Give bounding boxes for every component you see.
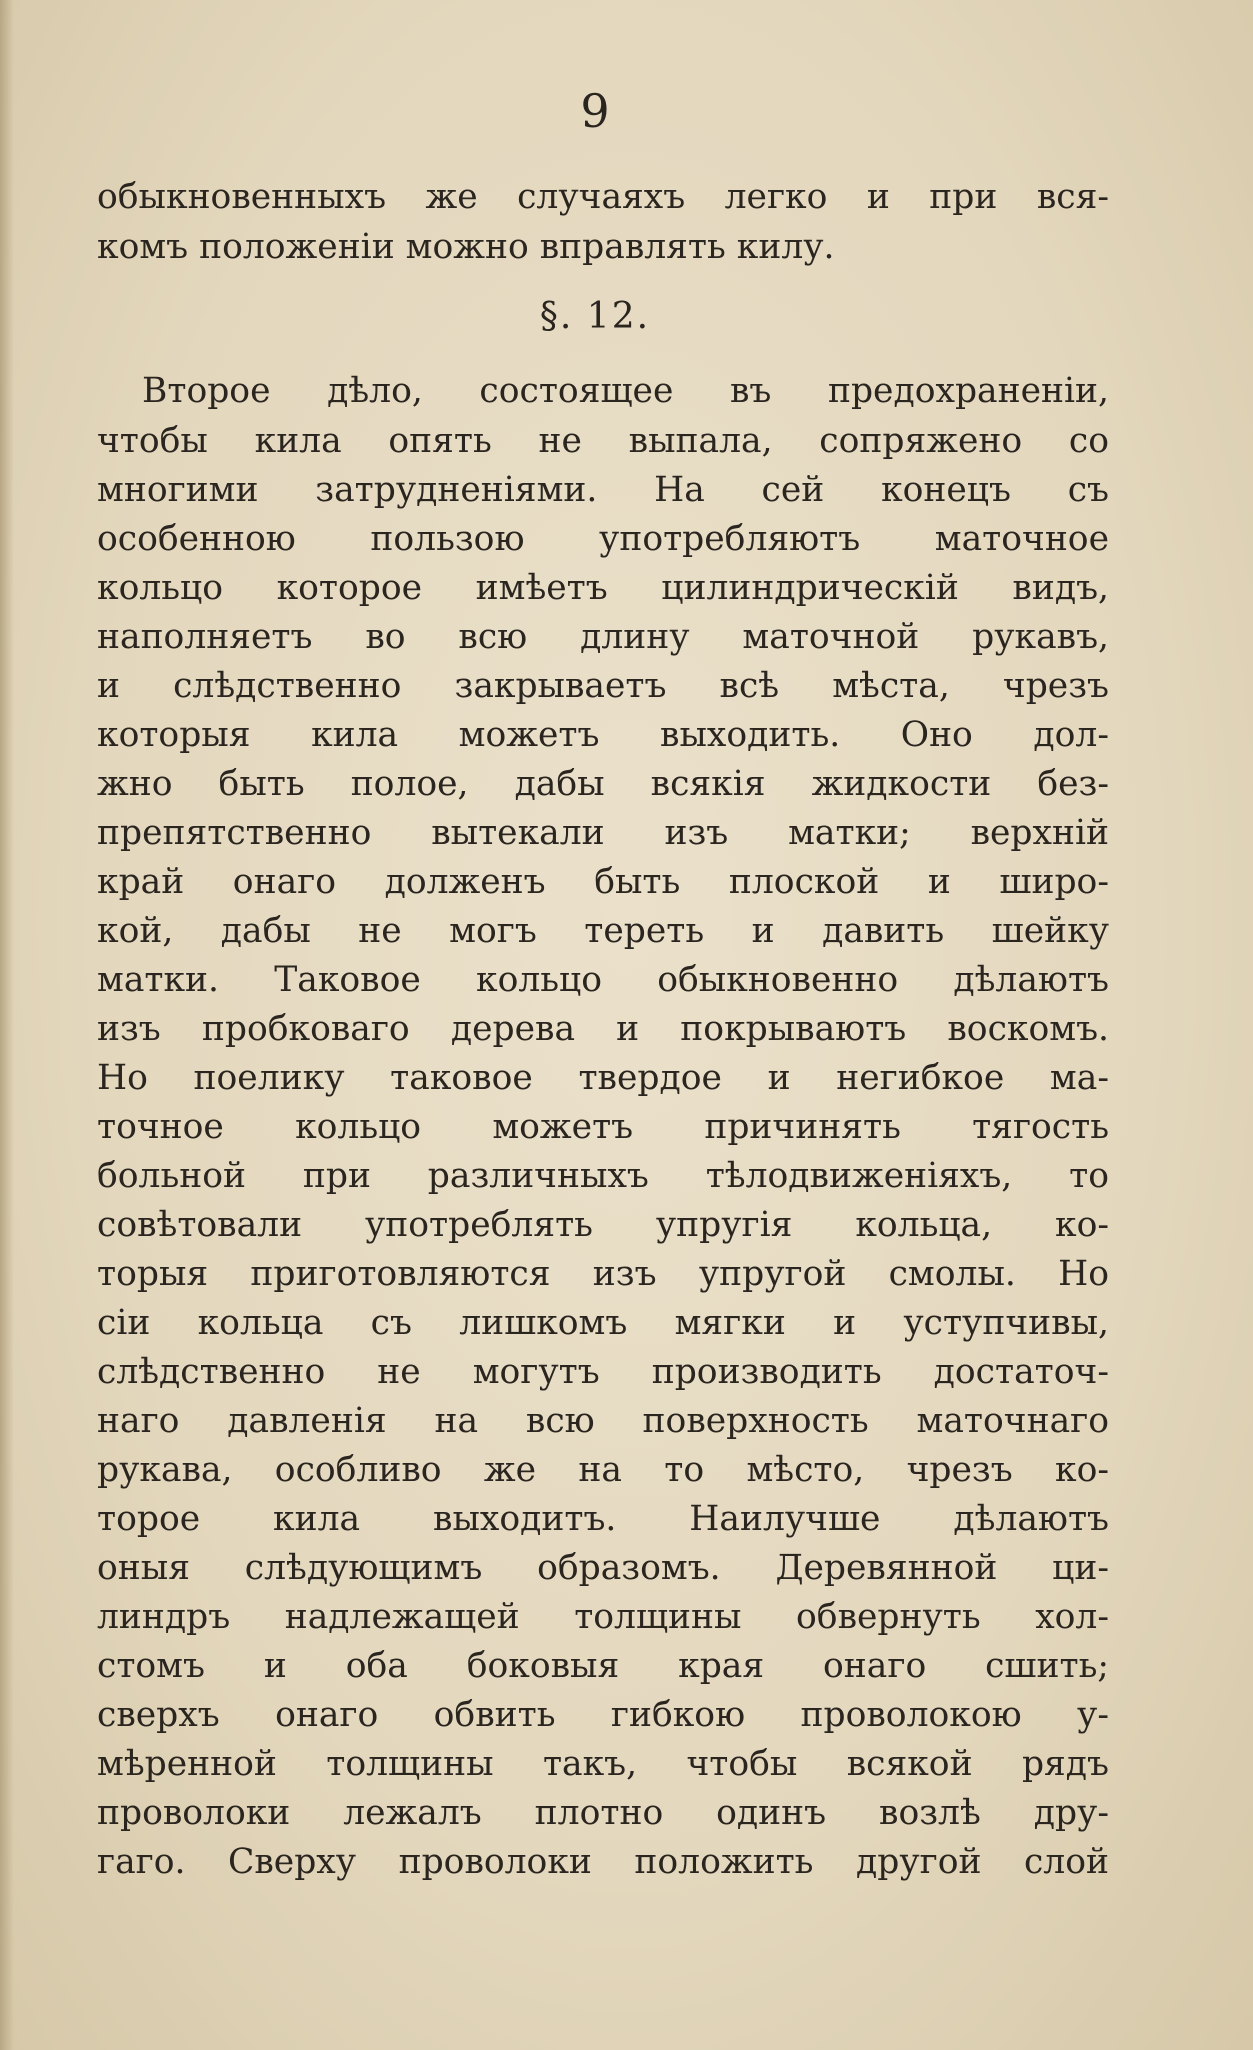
text-line: жно быть полое, дабы всякiя жидкости без- (97, 764, 1109, 804)
text-line: кой, дабы не могъ тереть и давить шейку (97, 911, 1109, 951)
text-line: торое кила выходитъ. Наилучше дѣлаютъ (97, 1499, 1109, 1539)
text-line: сверхъ онаго обвить гибкою проволокою у- (97, 1695, 1109, 1735)
text-line: край онаго долженъ быть плоской и широ- (97, 862, 1109, 902)
text-line: рукава, особливо же на то мѣсто, чрезъ ко- (97, 1450, 1109, 1490)
section-heading: §. 12. (539, 296, 651, 337)
text-line: комъ положенiи можно вправлять килу. (97, 227, 835, 267)
text-line: сiи кольца съ лишкомъ мягки и уступчивы, (97, 1303, 1109, 1343)
text-line: наполняетъ во всю длину маточной рукавъ, (97, 617, 1109, 657)
text-line: Второе дѣло, состоящее въ предохраненiи, (142, 371, 1109, 411)
text-line: мѣренной толщины такъ, чтобы всякой рядъ (97, 1744, 1109, 1784)
page-number: 9 (580, 84, 610, 138)
text-line: оныя слѣдующимъ образомъ. Деревянной ци- (97, 1548, 1109, 1588)
text-line: изъ пробковаго дерева и покрываютъ воскомъ. (97, 1009, 1109, 1049)
text-line: линдръ надлежащей толщины обвернуть хол- (97, 1597, 1109, 1637)
text-line: особенною пользою употребляютъ маточное (97, 519, 1109, 559)
text-line: которыя кила можетъ выходить. Оно дол- (97, 715, 1109, 755)
text-line: гаго. Сверху проволоки положить другой слой (97, 1842, 1109, 1882)
text-line: многими затрудненiями. На сей конецъ съ (97, 470, 1109, 510)
text-line: больной при различныхъ тѣлодвиженiяхъ, то (97, 1156, 1109, 1196)
text-line: стомъ и оба боковыя края онаго сшить; (97, 1646, 1109, 1686)
text-line: Но поелику таковое твердое и негибкое ма- (97, 1058, 1109, 1098)
text-line: проволоки лежалъ плотно одинъ возлѣ дру- (97, 1793, 1109, 1833)
text-line: наго давленiя на всю поверхность маточнаго (97, 1401, 1109, 1441)
text-line: обыкновенныхъ же случаяхъ легко и при вся- (97, 177, 1109, 217)
text-line: точное кольцо можетъ причинять тягость (97, 1107, 1109, 1147)
text-line: и слѣдственно закрываетъ всѣ мѣста, чрезъ (97, 666, 1109, 706)
text-line: кольцо которое имѣетъ цилиндрическiй видъ, (97, 568, 1109, 608)
text-line: чтобы кила опять не выпала, сопряжено со (97, 421, 1109, 461)
text-line: торыя приготовляются изъ упругой смолы. Но (97, 1254, 1109, 1294)
text-line: матки. Таковое кольцо обыкновенно дѣлаютъ (97, 960, 1109, 1000)
text-line: препятственно вытекали изъ матки; верхнiй (97, 813, 1109, 853)
text-line: совѣтовали употреблять упругiя кольца, ко- (97, 1205, 1109, 1245)
text-line: слѣдственно не могутъ производить достаточ- (97, 1352, 1109, 1392)
